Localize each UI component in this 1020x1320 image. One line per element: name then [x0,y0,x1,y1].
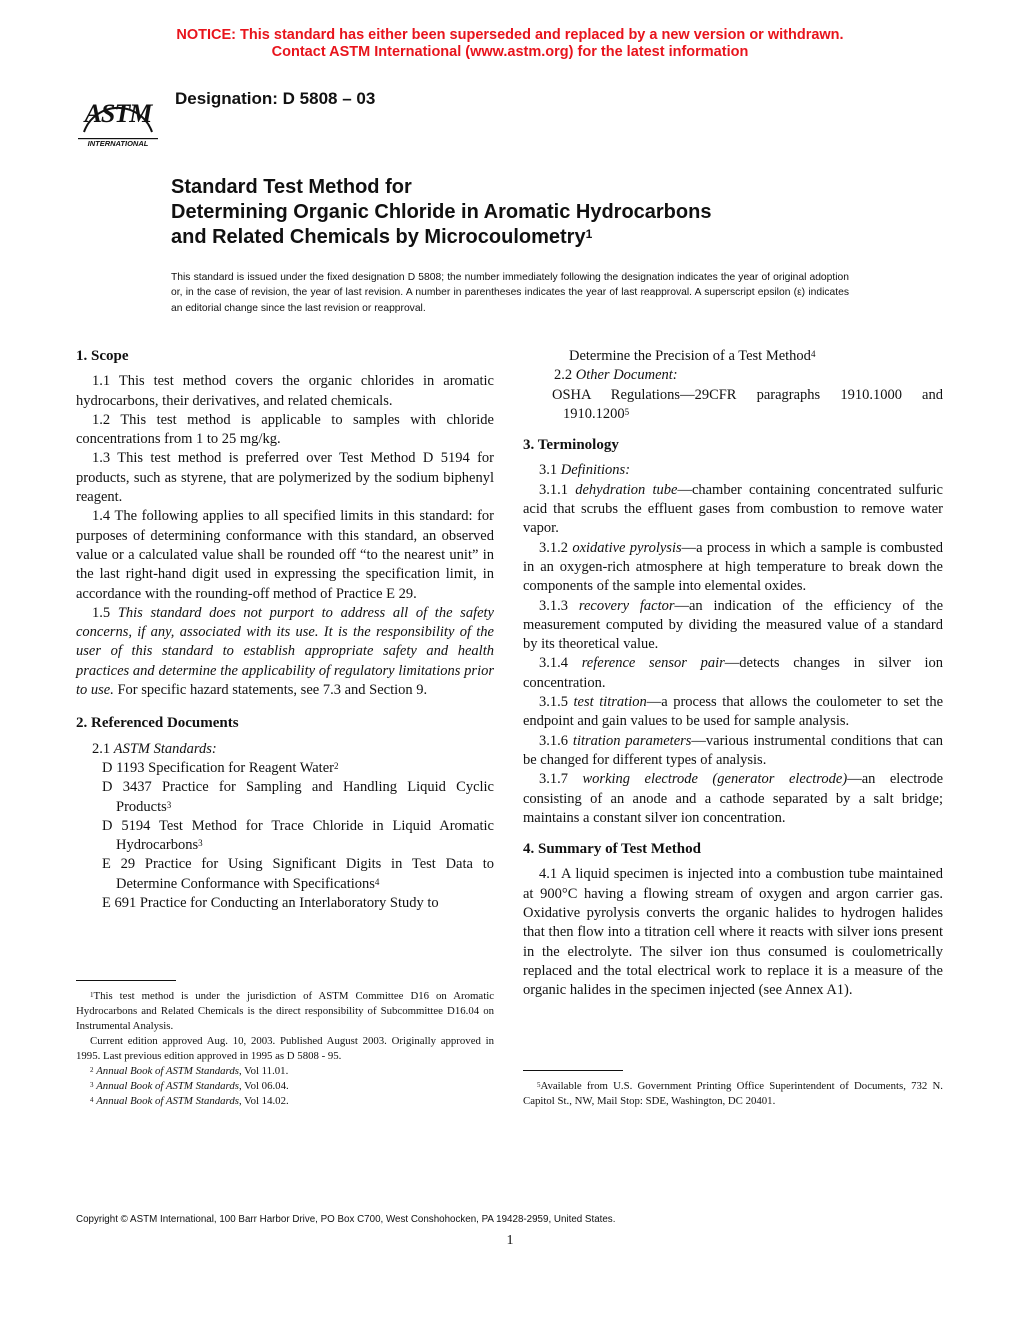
section-1-3: 1.3 This test method is preferred over Test Method D 5194 for products, such as styrene, that are polymerized by the sodium biphenyl reagent. [76,450,494,506]
def-text: —various instrumental conditions that can be changed for different types of analysis. [523,732,944,768]
section-1-2: 1.2 This test method is applicable to samples with chloride concentrations from 1 to 25 mg/kg. [76,411,494,448]
ref-d1193-fn: 2 [333,760,339,771]
section-1-1: 1.1 This test method covers the organic chlorides in aromatic hydrocarbons, their derivatives, and related chemicals. [76,373,494,409]
terminology-heading: 3. Terminology [523,437,619,454]
def-num: 3.1.6 [539,732,568,749]
section-1-5 [76,604,494,700]
footnote-4-mark: 4 [90,1096,94,1104]
footnote-1-text: This test method is under the jurisdiction of ASTM Committee D16 on Aromatic Hydrocarbons and Related Chemicals is the direct responsibility of Subcommittee D16.04 on Instrumental Analysis. [76,990,494,1032]
ref-osha-fn: 5 [624,406,630,417]
ref-e691-cont-text: Determine the Precision of a Test Method [569,348,811,364]
section-2-2-num: 2.2 [554,367,573,384]
section-4-1: 4.1 A liquid specimen is injected into a combustion tube maintained at 900°C having a flowing stream of oxygen and argon carrier gas. Oxidative pyrolysis converts the organic halides to hydrogen halides that then flow into a titration cell where it reacts with silver ions present in the electrolyte. The silver ion thus consumed is coulometrically replaced and the total electrical work to replace it is a measure of the organic halides in the specimen injected (see Annex A1). [523,866,943,999]
def-text: —chamber containing concentrated sulfuric acid that scrubs the effluent gases from combustion to remove water vapor. [523,481,943,537]
section-2-1 [76,740,494,759]
def-term: recovery factor [578,597,675,614]
def-text: —a process in which a sample is combusted in an oxygen-rich atmosphere at high temperature to break down the components of the sample into elemental oxides. [523,539,944,595]
footnote-rule-left [76,980,176,981]
def-num: 3.1.1 [539,481,568,498]
section-1-4: 1.4 The following applies to all specified limits in this standard: for purposes of determining conformance with this standard, an observed value or a calculated value shall be rounded off “to the nearest unit” in the last right-hand digit used in expressing the specification limit, in accordance with the rounding-off method of Practice E 29. [76,508,494,602]
ref-osha-text: OSHA Regulations—29CFR paragraphs 1910.1000 and 1910.1200 [552,386,943,422]
ref-d5194-text: D 5194 Test Method for Trace Chloride in Liquid Aromatic Hydrocarbons [102,817,494,854]
section-1-5-num: 1.5 [92,604,111,621]
document-title [171,175,711,250]
footnote-3-mark: 3 [90,1081,94,1089]
footnote-2-italic: Annual Book of ASTM Standards [96,1065,239,1077]
definition-3-1-4 [523,654,943,693]
def-text: —an indication of the efficiency of the measurement computed by dividing the measured value of a standard by its theoretical value. [523,597,944,653]
def-term: working electrode (generator electrode) [582,771,848,788]
ref-d3437-text: D 3437 Practice for Sampling and Handling Liquid Cyclic Products [102,779,494,815]
ref-e29-fn: 4 [374,876,380,887]
footnote-5 [523,1079,943,1109]
section-2-1-label: ASTM Standards: [113,740,217,757]
title-line-3-text: and Related Chemicals by Microcoulometry [171,226,586,248]
footnote-1-mark: 1 [90,991,94,999]
ref-d1193 [91,759,494,778]
definition-3-1-7 [523,770,943,828]
footnote-5-text: Available from U.S. Government Printing Office Superintendent of Documents, 732 N. Capitol St., NW, Mail Stop: SDE, Washington, DC 20401. [523,1080,943,1107]
section-3-1 [523,461,943,480]
referenced-documents-heading: 2. Referenced Documents [76,715,239,732]
ref-e691-fn: 4 [810,349,816,359]
footnote-3-rest: , Vol 06.04. [238,1080,289,1092]
def-text: —an electrode consisting of an anode and a cathode separated by a salt bridge; maintains a constant silver ion concentration. [523,771,943,826]
section-1-5-italic: This standard does not purport to address all of the safety concerns, if any, associated with its use. It is the responsibility of the user of this standard to establish appropriate safety and health practices and determine the applicability of regulatory limitations prior to use. [76,604,494,699]
ref-e29-text: E 29 Practice for Using Significant Digits in Test Data to Determine Conformance with Specifications [102,856,494,892]
section-3-1-num: 3.1 [539,462,558,479]
def-term: test titration [573,694,647,711]
ref-d5194 [91,817,494,856]
notice-line-2: Contact ASTM International (www.astm.org) for the latest information [271,44,749,60]
section-3-1-label: Definitions: [560,462,631,479]
section-2-2-label: Other Document: [575,367,678,384]
definition-3-1-1 [523,481,943,539]
def-term: dehydration tube [575,481,678,498]
summary-heading: 4. Summary of Test Method [523,841,701,858]
logo-text: ASTM [84,99,152,128]
footnote-rule-right [523,1070,623,1071]
footnote-2-mark: 2 [90,1066,94,1074]
copyright: Copyright © ASTM International, 100 Barr Harbor Drive, PO Box C700, West Conshohocken, PA 19428-2959, United States. [76,1214,616,1225]
definition-3-1-5 [523,693,943,732]
footnote-4-rest: , Vol 14.02. [238,1095,289,1107]
logo-subtext: INTERNATIONAL [87,139,149,148]
right-column [523,347,943,1001]
footnote-4 [76,1094,494,1109]
footnote-2 [76,1064,494,1079]
scope-heading: 1. Scope [76,348,129,364]
designation: Designation: D 5808 – 03 [175,89,376,108]
footnote-4-italic: Annual Book of ASTM Standards [96,1095,239,1107]
withdrawal-notice [0,27,1020,61]
ref-e29 [91,855,494,894]
footnotes-right [523,1079,943,1109]
ref-d1193-text: D 1193 Specification for Reagent Water [102,759,334,776]
left-column [76,347,494,913]
footnotes-left [76,989,494,1109]
page-number: 1 [506,1233,514,1248]
def-term: titration parameters [572,732,692,749]
definition-3-1-2 [523,539,943,597]
def-num: 3.1.7 [539,771,568,788]
ref-e691: E 691 Practice for Conducting an Interlaboratory Study to [102,895,439,912]
notice-line-1: NOTICE: This standard has either been superseded and replaced by a new version or withdrawn. [176,27,844,43]
def-text: —detects changes in silver ion concentration. [523,655,943,691]
def-num: 3.1.2 [539,539,568,556]
title-line-2: Determining Organic Chloride in Aromatic Hydrocarbons [171,201,712,223]
title-footnote-mark: 1 [585,227,593,241]
section-1-5-rest: For specific hazard statements, see 7.3 and Section 9. [117,682,428,699]
def-term: reference sensor pair [581,655,725,672]
ref-osha [538,386,943,425]
footnote-5-mark: 5 [537,1081,541,1089]
preamble: This standard is issued under the fixed designation D 5808; the number immediately following the designation indicates the year of original adoption or, in the case of revision, the year of last revision. A number in parentheses indicates the year of last reapproval. A superscript epsilon (ε) indicates an editorial change since the last revision or reapproval. [171,272,849,314]
ref-d3437 [91,778,494,817]
footnote-2-rest: , Vol 11.01. [238,1065,289,1077]
footnote-3 [76,1079,494,1094]
ref-e691-continued [523,347,943,366]
footnote-1b: Current edition approved Aug. 10, 2003. Published August 2003. Originally approved in 1995. Last previous edition approved in 1995 as D 5808 - 95. [76,1035,494,1062]
def-term: oxidative pyrolysis [572,539,682,556]
title-line-1: Standard Test Method for [171,176,412,198]
title-line-3 [171,225,711,250]
def-num: 3.1.5 [539,694,568,711]
astm-logo [74,74,162,150]
footnote-1 [76,989,494,1034]
def-num: 3.1.3 [539,597,568,614]
definition-3-1-6 [523,732,943,771]
ref-d5194-fn: 3 [198,838,203,849]
ref-d3437-fn: 3 [166,799,172,810]
definition-3-1-3 [523,597,943,655]
section-2-2 [523,366,943,385]
def-text: —a process that allows the coulometer to set the endpoint and gain values to be used for sample analysis. [523,694,944,730]
section-2-1-num: 2.1 [92,740,111,757]
def-num: 3.1.4 [539,655,568,672]
footnote-3-italic: Annual Book of ASTM Standards [96,1080,239,1092]
